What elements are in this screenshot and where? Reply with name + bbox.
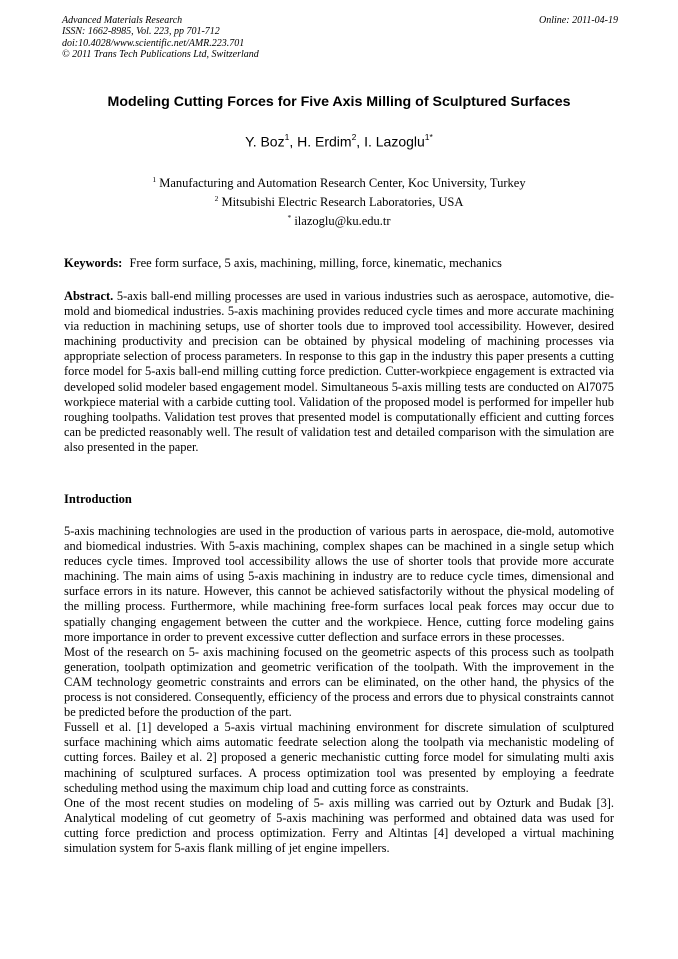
author-name: I. Lazoglu: [364, 133, 425, 150]
author-name: Y. Boz: [245, 133, 285, 150]
affiliation-mark: 1: [152, 175, 157, 184]
affiliation-text: Manufacturing and Automation Research Center, Koc University, Turkey: [159, 176, 526, 191]
affiliation-line: [62, 191, 616, 210]
online-date: Online: 2011-04-19: [539, 15, 618, 26]
copyright-line: © 2011 Trans Tech Publications Ltd, Switzerland: [62, 49, 259, 61]
author-affil-mark: 1*: [424, 132, 433, 142]
author-separator: ,: [289, 133, 298, 150]
paragraph: One of the most recent studies on modeling of 5- axis milling was carried out by Ozturk and Budak [3]. Analytical modeling of cut geometry of 5-axis machining was performed and obtained data was used for cutting force prediction and process optimization. Ferry and Altintas [4] developed a virtual machining simulation system for 5-axis flank milling of jet engine impellers.: [64, 795, 614, 855]
author-affil-mark: 2: [351, 132, 357, 142]
keywords-text: Free form surface, 5 axis, machining, milling, force, kinematic, mechanics: [129, 256, 502, 270]
affiliation-mark: *: [287, 213, 292, 223]
abstract-label: Abstract.: [64, 289, 114, 303]
author-name: H. Erdim: [297, 133, 352, 150]
introduction-body: [64, 524, 614, 856]
affiliation-text: Mitsubishi Electric Research Laboratories, USA: [221, 195, 464, 210]
affiliation-line: [62, 210, 616, 229]
paragraph: Fussell et al. [1] developed a 5-axis virtual machining environment for discrete simulation of sculptured surface machining which aims automatic feedrate selection along the toolpath via mechanistic modeling of cutting forces. Bailey et al. 2] proposed a generic mechanistic cutting force model for simulating multi axis machining of sculptured surfaces. A process optimization tool was presented by employing a feedrate scheduling method using the maximum chip load and cutting force as constraints.: [64, 720, 614, 795]
affiliation-line: [62, 172, 616, 191]
paragraph: Most of the research on 5- axis machining focused on the geometric aspects of this process such as toolpath generation, toolpath optimization and geometric verification of the toolpath. With the improvement in the CAM technology geometric constraints and errors can be eliminated, on the other hand, the physics of the process is not considered. Consequently, efficiency of the process and errors due to physical constraints cannot be predicted before the production of the part.: [64, 644, 614, 720]
issn-line: ISSN: 1662-8985, Vol. 223, pp 701-712: [62, 26, 220, 38]
section-heading-introduction: Introduction: [64, 492, 132, 506]
corresponding-email[interactable]: ilazoglu@ku.edu.tr: [294, 214, 391, 229]
paper-title: Modeling Cutting Forces for Five Axis Milling of Sculptured Surfaces: [107, 94, 571, 110]
abstract: [64, 289, 614, 455]
keywords-label: Keywords:: [64, 256, 123, 270]
paragraph: 5-axis machining technologies are used in the production of various parts in aerospace, die-mold, automotive and biomedical industries. With 5-axis machining, complex shapes can be machined in a single setup which reduces cycle times. Improved tool accessibility allows the use of shorter tools that provide more accurate machining. The main aims of using 5-axis machining in industry are to reduce cycle times, dimensional and surface errors in its nature. However, this cannot be achieved satisfactorily without the physical modeling of the milling process. Furthermore, while machining free-form surfaces local peak forces may occur due to spatially changing engagement between the cutter and the workpiece. Hence, cutting force modeling gains more importance in order to prevent excessive cutter deflection and surface errors in these processes.: [64, 524, 614, 644]
affiliation-mark: 2: [214, 194, 219, 204]
keywords: [64, 256, 614, 271]
doi-line[interactable]: doi:10.4028/www.scientific.net/AMR.223.701: [62, 37, 245, 49]
author-list: [62, 133, 616, 150]
author-affil-mark: 1: [284, 132, 290, 142]
author-separator: ,: [356, 133, 365, 150]
journal-header: [62, 15, 618, 61]
abstract-text: 5-axis ball-end milling processes are used in various industries such as aerospace, automotive, die-mold and biomedical industries. 5-axis machining provides reduced cycle times and more accurate machining via reduction in machining setups, use of shorter tools due to improved tool accessibility. However, desired machining productivity and precision can be obtained by physical modeling of machining processes via appropriate selection of process parameters. In response to this gap in the industry this paper presents a cutting force model for 5-axis ball-end milling cutting force prediction. Cutter-workpiece engagement is extracted via developed solid modeler based engagement model. Simultaneous 5-axis milling tests are conducted on Al7075 workpiece material with a carbide cutting tool. Validation of the proposed model is performed for impeller hub roughing toolpaths. Validation test proves that presented model is computationally efficient and cutting forces can be predicted reasonably well. The result of validation test and detailed comparison with the simulation are also presented in the paper.: [64, 289, 614, 454]
journal-name: Advanced Materials Research: [62, 15, 183, 26]
affiliations: [62, 172, 616, 229]
